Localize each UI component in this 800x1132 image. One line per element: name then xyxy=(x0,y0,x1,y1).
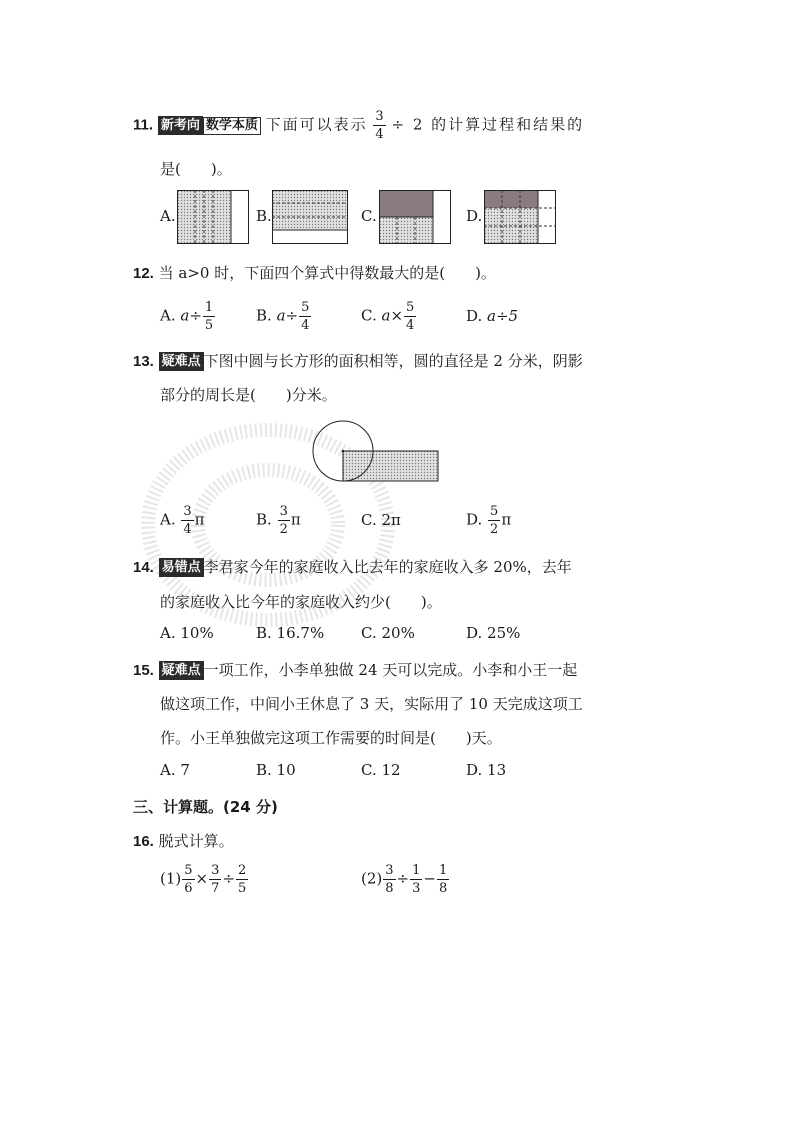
fraction: $\frac{3}{2}$ xyxy=(279,504,288,537)
q14-option-c: C. 20% xyxy=(361,624,415,642)
question-number: 12. xyxy=(133,265,154,282)
section-title: 三、计算题。(24 分) xyxy=(133,798,278,816)
fraction: $\frac{3}{4}$ xyxy=(183,504,192,537)
tag-difficult-point: 疑难点 xyxy=(159,352,204,371)
question-number: 14. xyxy=(133,559,154,576)
q14-line1 xyxy=(133,556,572,577)
q15-option-b: B. 10 xyxy=(256,761,296,779)
q12-option-b: B. a÷ $\frac{5}{4}$ xyxy=(256,300,310,333)
q12-option-c: C. a× $\frac{5}{4}$ xyxy=(361,300,415,333)
q13-option-c: C. 2π xyxy=(361,511,401,529)
tag-error-prone: 易错点 xyxy=(159,558,204,577)
q15-option-d: D. 13 xyxy=(466,761,507,779)
q15-line2: 做这项工作，中间小王休息了 3 天，实际用了 10 天完成这项工 xyxy=(160,695,583,713)
q14-option-d: D. 25% xyxy=(466,624,521,642)
q15-option-c: C. 12 xyxy=(361,761,401,779)
q11-option-c-label: C. xyxy=(361,207,377,225)
q11-option-d-label: D. xyxy=(466,207,483,225)
question-number: 16. xyxy=(133,833,154,850)
q16-problem-2: (2) $\frac{3}{8}$ ÷ $\frac{1}{3}$ − $\frac{1}{8}$ xyxy=(361,863,448,896)
q11-line2: 是( )。 xyxy=(160,160,232,178)
q13-option-b: B. $\frac{3}{2}$ π xyxy=(256,504,301,537)
fraction: $\frac{5}{4}$ xyxy=(301,300,310,333)
fraction: $\frac{5}{2}$ xyxy=(490,504,499,537)
q14-line2: 的家庭收入比今年的家庭收入约少( )。 xyxy=(160,593,442,611)
fraction: $\frac{3}{4}$ xyxy=(375,109,384,142)
q15-line1 xyxy=(133,659,577,680)
q16-problem-1: (1) $\frac{5}{6}$ × $\frac{3}{7}$ ÷ $\frac{2}{5}$ xyxy=(160,863,247,896)
question-number: 13. xyxy=(133,353,154,370)
fraction: $\frac{1}{3}$ xyxy=(412,863,421,896)
q13-line1 xyxy=(133,350,583,371)
q15-option-a: A. 7 xyxy=(160,761,190,779)
q12-text: 当 a>0 时，下面四个算式中得数最大的是( )。 xyxy=(158,264,496,282)
fraction: $\frac{2}{5}$ xyxy=(237,863,247,896)
q12-option-d: D. a÷5 xyxy=(466,307,519,325)
q11-text-before: 下面可以表示 xyxy=(265,115,368,134)
q14-option-b: B. 16.7% xyxy=(256,624,325,642)
fraction: $\frac{5}{6}$ xyxy=(184,863,193,896)
q14-option-a: A. 10% xyxy=(160,624,214,642)
tag-new-direction: 新考向 xyxy=(158,116,203,135)
q11-option-a-diagram xyxy=(177,190,249,244)
q13-option-d: D. $\frac{5}{2}$ π xyxy=(466,504,512,537)
q11-option-b-diagram xyxy=(272,190,348,244)
question-number: 11. xyxy=(133,116,154,134)
q16-title-line xyxy=(133,830,234,851)
q13-circle-rectangle-figure xyxy=(312,420,442,484)
fraction: $\frac{1}{8}$ xyxy=(438,863,448,896)
q13-line1-text: 下图中圆与长方形的面积相等，圆的直径是 2 分米，阴影 xyxy=(203,352,583,370)
question-number: 15. xyxy=(133,662,154,679)
fraction: $\frac{5}{4}$ xyxy=(406,300,415,333)
fraction: $\frac{1}{5}$ xyxy=(204,300,214,333)
q15-line3: 作。小王单独做完这项工作需要的时间是( )天。 xyxy=(160,729,502,747)
q11-line1 xyxy=(133,110,584,141)
q12-option-a: A. a÷ $\frac{1}{5}$ xyxy=(160,300,214,333)
q15-line1-text: 一项工作，小李单独做 24 天可以完成。小李和小王一起 xyxy=(203,661,578,679)
q13-line2: 部分的周长是( )分米。 xyxy=(160,386,337,404)
tag-math-essence: 数学本质 xyxy=(203,117,261,135)
q16-title: 脱式计算。 xyxy=(158,832,234,850)
q13-option-a: A. $\frac{3}{4}$ π xyxy=(160,504,205,537)
fraction: $\frac{3}{7}$ xyxy=(211,863,220,896)
q11-option-c-diagram xyxy=(379,190,451,244)
q11-option-a-label: A. xyxy=(160,207,176,225)
q12-line1 xyxy=(133,262,496,283)
fraction: $\frac{3}{8}$ xyxy=(385,863,394,896)
q11-option-b-label: B. xyxy=(256,207,272,225)
q11-text-after: ÷ 2 的计算过程和结果的 xyxy=(391,115,585,134)
tag-difficult-point: 疑难点 xyxy=(159,661,204,680)
q11-option-d-diagram xyxy=(484,190,556,244)
q14-line1-text: 李君家今年的家庭收入比去年的家庭收入多 20%，去年 xyxy=(203,558,572,576)
